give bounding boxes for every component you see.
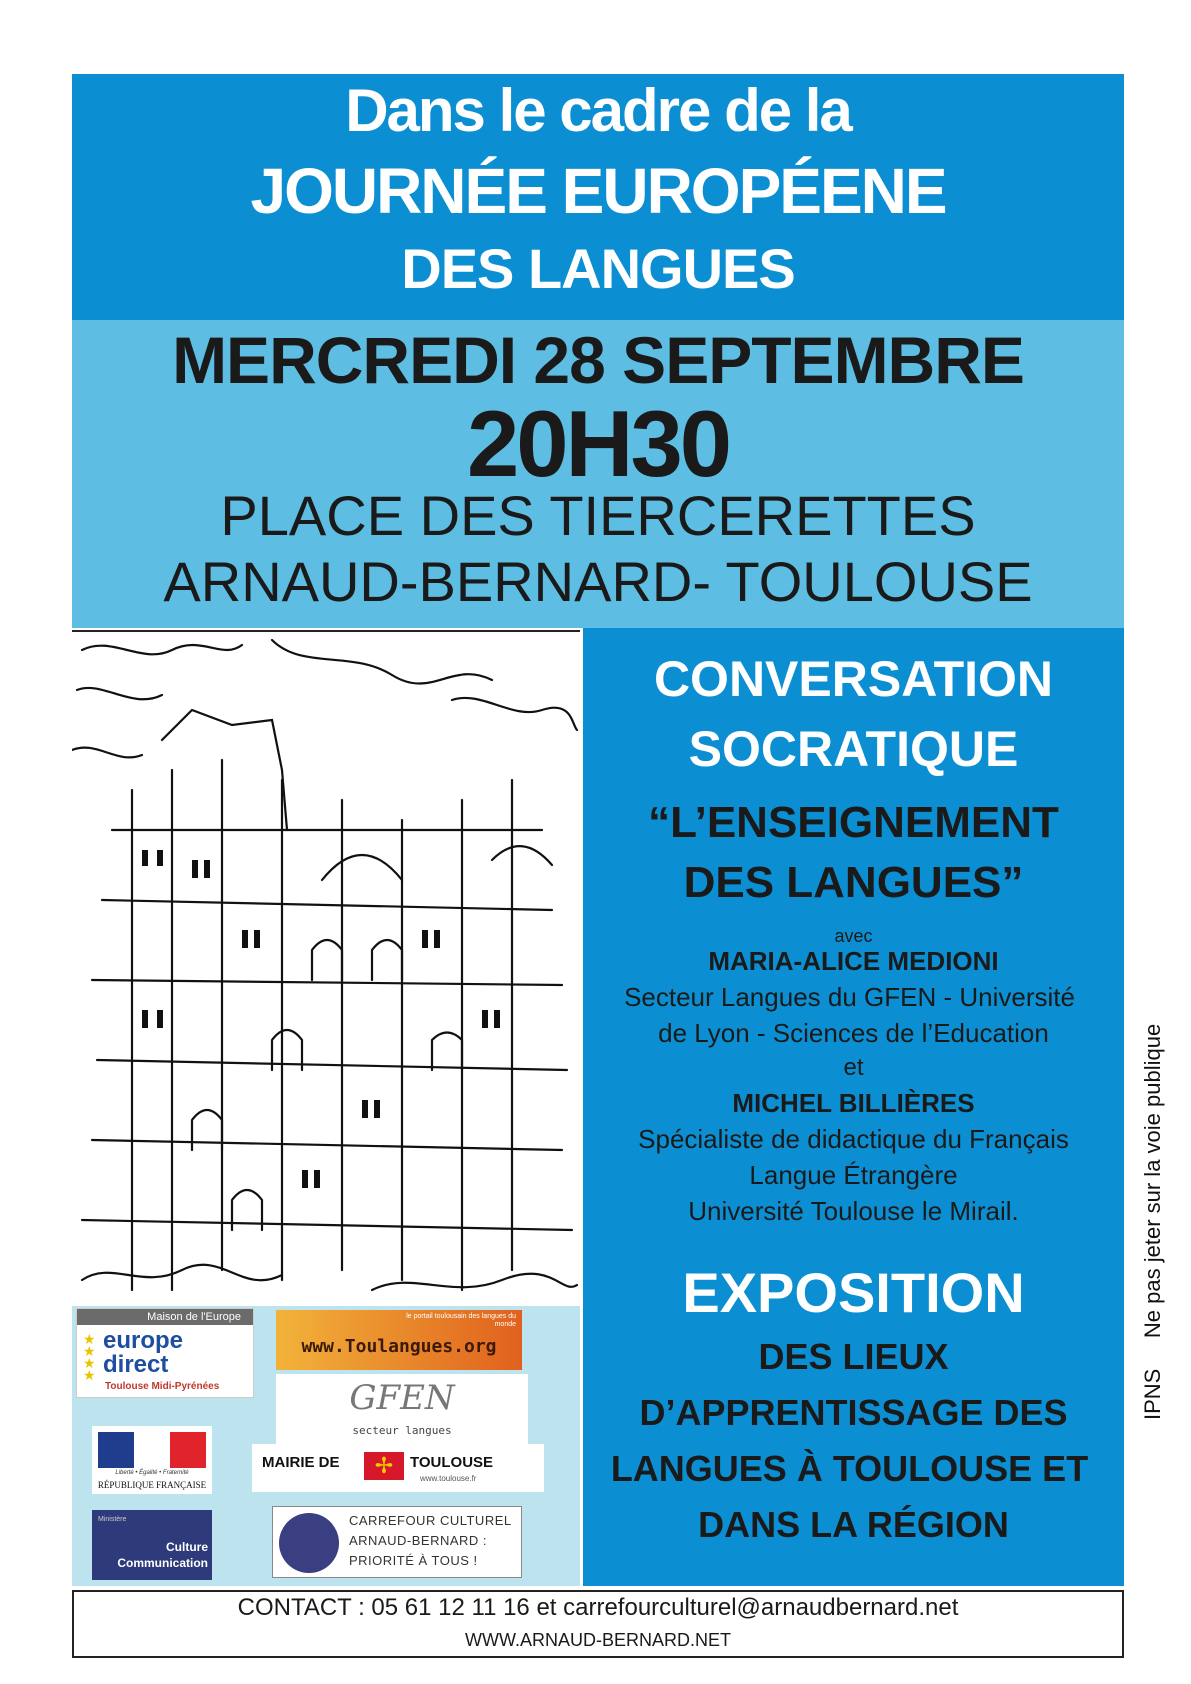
carrefour-emblem-icon [279, 1513, 339, 1573]
culture-communication-logo [92, 1510, 212, 1580]
exposition-title: EXPOSITION [682, 1261, 1025, 1324]
speaker-1-role-2: de Lyon - Sciences de l’Education [658, 1018, 1049, 1048]
toulangues-tagline: le portail toulousain des langues du monde [406, 1313, 516, 1328]
mairie-left-text: MAIRIE DE [262, 1454, 340, 1471]
communication-word: Communication [117, 1556, 208, 1570]
event-band [72, 320, 1124, 628]
speaker-1-role-1: Secteur Langues du GFEN - Université [624, 982, 1075, 1012]
event-place-2: ARNAUD-BERNARD- TOULOUSE [163, 550, 1033, 613]
republique-francaise-logo [92, 1426, 212, 1494]
europe-direct-sub: Toulouse Midi-Pyrénées [105, 1381, 220, 1392]
speaker-2-role-1: Spécialiste de didactique du Français [638, 1124, 1069, 1154]
toulangues-logo [276, 1310, 522, 1370]
rf-motto: Liberté • Égalité • Fraternité [115, 1470, 189, 1476]
side-note-vertical: IPNS Ne pas jeter sur la voie publique [1140, 1023, 1165, 1420]
event-time: 20H30 [467, 391, 729, 496]
header-line-3: DES LANGUES [401, 237, 795, 300]
conversation-title-1: CONVERSATION [653, 651, 1054, 707]
europe-word: europe [103, 1327, 184, 1354]
europe-direct-logo [76, 1308, 254, 1398]
carrefour-culturel-logo [272, 1506, 522, 1578]
gfen-logo [276, 1374, 528, 1444]
exposition-line-3: LANGUES À TOULOUSE ET [610, 1448, 1089, 1489]
and-label: et [843, 1054, 864, 1081]
contact-box [72, 1590, 1124, 1658]
speaker-2-role-3: Université Toulouse le Mirail. [688, 1196, 1019, 1226]
culture-word: Culture [166, 1540, 208, 1554]
event-place-1: PLACE DES TIERCERETTES [220, 484, 976, 547]
speaker-2-role-2: Langue Étrangère [749, 1160, 958, 1190]
gfen-sub: secteur langues [352, 1424, 452, 1437]
conversation-topic-1: “L’ENSEIGNEMENT [648, 798, 1059, 847]
header-line-2: JOURNÉE EUROPÉENE [250, 155, 946, 227]
contact-line: CONTACT : 05 61 12 11 16 et carrefourculturel@arnaudbernard.net [237, 1594, 959, 1621]
header-line-1: Dans le cadre de la [345, 77, 851, 144]
ministere-label: Ministère [98, 1516, 127, 1523]
gfen-mark: GFEN [349, 1378, 455, 1418]
carrefour-line-1: CARREFOUR CULTUREL [349, 1513, 512, 1528]
speaker-2-name: MICHEL BILLIÈRES [732, 1088, 975, 1118]
speaker-1-name: MARIA-ALICE MEDIONI [708, 946, 999, 976]
direct-word: direct [103, 1351, 169, 1378]
exposition-line-4: DANS LA RÉGION [698, 1504, 1009, 1545]
website-line: WWW.ARNAUD-BERNARD.NET [465, 1630, 731, 1650]
conversation-topic-2: DES LANGUES” [683, 858, 1024, 907]
partner-logos-area [72, 1306, 580, 1586]
exposition-line-2: D’APPRENTISSAGE DES [639, 1392, 1068, 1433]
rf-name: RÉPUBLIQUE FRANÇAISE [97, 1480, 207, 1490]
toulangues-url: www.Toulangues.org [301, 1336, 497, 1357]
mairie-url: www.toulouse.fr [420, 1474, 477, 1483]
with-label: avec [834, 926, 873, 946]
program-column [583, 628, 1124, 1586]
occitan-cross-icon: ✢ [364, 1452, 404, 1480]
city-sketch-illustration [72, 630, 580, 1306]
maison-europe-label: Maison de l'Europe [77, 1309, 253, 1325]
event-date: MERCREDI 28 SEPTEMBRE [172, 323, 1024, 397]
tricolor-flag-icon [98, 1432, 206, 1468]
carrefour-line-2: ARNAUD-BERNARD : [349, 1533, 488, 1548]
conversation-title-2: SOCRATIQUE [688, 721, 1019, 777]
carrefour-line-3: PRIORITÉ À TOUS ! [349, 1553, 478, 1568]
header-band [72, 74, 1124, 320]
exposition-line-1: DES LIEUX [758, 1336, 949, 1377]
mairie-right-text: TOULOUSE [410, 1454, 494, 1471]
mairie-toulouse-logo [252, 1444, 544, 1492]
eu-stars-icon: ★ ★ ★ ★ [83, 1331, 96, 1383]
